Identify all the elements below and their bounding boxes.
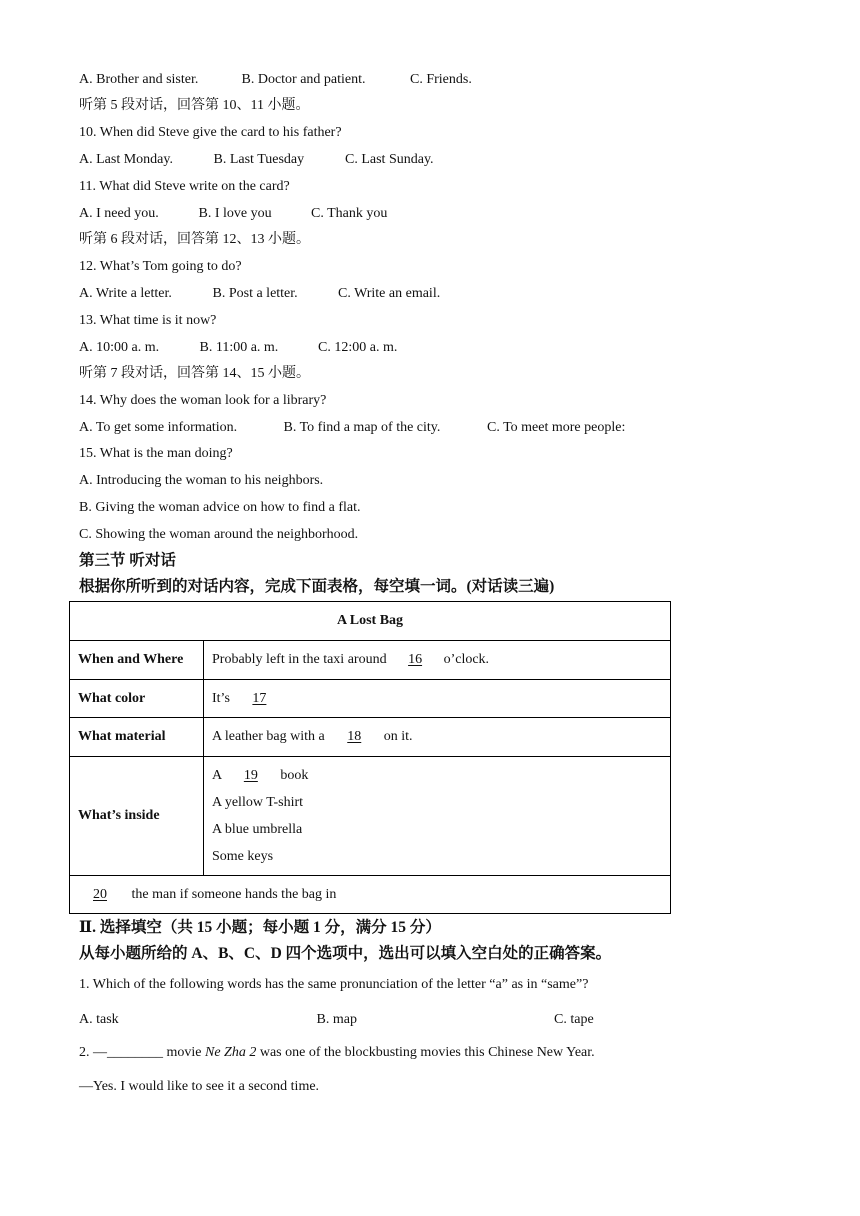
practice-q1-option-a: A. task — [79, 1012, 119, 1027]
part-2-title: Ⅱ. 选择填空（共 15 小题；每小题 1 分，满分 15 分） — [79, 919, 441, 936]
q9-option-c: C. Friends. — [410, 72, 472, 87]
practice-q1-options — [79, 1011, 594, 1029]
inside-item-1-prefix: A — [212, 768, 222, 783]
when-where-text: Probably left in the taxi around — [212, 652, 387, 667]
practice-question-1: 1. Which of the following words has the same pronunciation of the letter “a” as in “same”? — [79, 977, 589, 992]
table-row — [70, 680, 671, 718]
blank-18: 18 — [347, 729, 362, 744]
q15-option-a: A. Introducing the woman to his neighbors. — [79, 473, 324, 488]
q9-option-a: A. Brother and sister. — [79, 72, 199, 87]
practice-q2-suffix: was one of the blockbusting movies this Chinese New Year. — [256, 1045, 595, 1060]
material-suffix: on it. — [383, 729, 413, 744]
table-title-row — [70, 602, 671, 641]
q13-option-c: C. 12:00 a. m. — [318, 340, 398, 355]
q13-option-b: B. 11:00 a. m. — [199, 340, 279, 355]
inside-item-2: A yellow T-shirt — [212, 795, 304, 810]
material-text: A leather bag with a — [212, 729, 325, 744]
q12-option-b: B. Post a letter. — [212, 286, 298, 301]
practice-q2-prefix: 2. —________ movie — [79, 1045, 205, 1060]
section-3-title: 第三节 听对话 — [79, 552, 176, 569]
question-13: 13. What time is it now? — [79, 313, 217, 328]
q10-option-b: B. Last Tuesday — [213, 152, 305, 167]
q12-option-a: A. Write a letter. — [79, 286, 172, 301]
question-11: 11. What did Steve write on the card? — [79, 179, 290, 194]
q9-option-b: B. Doctor and patient. — [241, 72, 366, 87]
q15-option-b: B. Giving the woman advice on how to find a flat. — [79, 500, 361, 515]
table-row — [70, 718, 671, 757]
section-3-instruction: 根据你所听到的对话内容，完成下面表格，每空填一词。(对话读三遍) — [79, 578, 555, 595]
question-10: 10. When did Steve give the card to his father? — [79, 125, 342, 140]
q11-option-b: B. I love you — [198, 206, 272, 221]
inside-item-3: A blue umbrella — [212, 822, 303, 837]
lost-bag-table — [69, 601, 671, 914]
practice-q1-option-b: B. map — [316, 1012, 357, 1027]
inside-label: What’s inside — [70, 757, 204, 876]
inside-item-1-suffix: book — [280, 768, 309, 783]
dialog-7-instruction: 听第 7 段对话，回答第 14、15 小题。 — [79, 366, 310, 381]
material-cell — [204, 718, 671, 757]
q9-options — [79, 71, 472, 89]
q10-option-a: A. Last Monday. — [79, 152, 173, 167]
q12-options — [79, 285, 440, 303]
when-where-suffix: o’clock. — [443, 652, 490, 667]
q13-option-a: A. 10:00 a. m. — [79, 340, 160, 355]
table-row — [70, 757, 671, 876]
q10-option-c: C. Last Sunday. — [345, 152, 434, 167]
question-14: 14. Why does the woman look for a library? — [79, 393, 327, 408]
inside-item-1 — [212, 762, 662, 789]
practice-q1-option-c: C. tape — [554, 1012, 594, 1027]
question-12: 12. What’s Tom going to do? — [79, 259, 242, 274]
color-text: It’s — [212, 690, 230, 706]
dialog-5-instruction: 听第 5 段对话，回答第 10、11 小题。 — [79, 98, 310, 113]
table-footer-row — [70, 876, 671, 914]
when-where-cell — [204, 641, 671, 680]
footer-cell — [70, 876, 671, 914]
dialog-6-instruction: 听第 6 段对话，回答第 12、13 小题。 — [79, 232, 310, 247]
material-label: What material — [70, 718, 204, 757]
footer-text: the man if someone hands the bag in — [131, 886, 337, 902]
question-15: 15. What is the man doing? — [79, 446, 233, 461]
color-label: What color — [70, 680, 204, 718]
practice-question-2 — [79, 1044, 595, 1062]
q14-option-b: B. To find a map of the city. — [283, 420, 441, 435]
part-2-instruction: 从每小题所给的 A、B、C、D 四个选项中，选出可以填入空白处的正确答案。 — [79, 945, 612, 962]
inside-item-4: Some keys — [212, 849, 274, 864]
q14-option-c: C. To meet more people: — [487, 420, 626, 435]
blank-19: 19 — [243, 768, 258, 783]
blank-17: 17 — [252, 690, 267, 706]
q11-option-a: A. I need you. — [79, 206, 159, 221]
q11-option-c: C. Thank you — [311, 206, 388, 221]
inside-cell — [204, 757, 671, 876]
color-cell — [204, 680, 671, 718]
q11-options — [79, 205, 387, 223]
q10-options — [79, 151, 434, 169]
q12-option-c: C. Write an email. — [338, 286, 441, 301]
table-row — [70, 641, 671, 680]
blank-20: 20 — [93, 886, 107, 902]
practice-q2-reply: —Yes. I would like to see it a second time. — [79, 1079, 320, 1094]
q15-option-c: C. Showing the woman around the neighborhood. — [79, 527, 359, 542]
blank-16: 16 — [408, 652, 423, 667]
when-where-label: When and Where — [70, 641, 204, 680]
movie-title: Ne Zha 2 — [205, 1045, 257, 1060]
q14-option-a: A. To get some information. — [79, 420, 238, 435]
q14-options — [79, 419, 625, 437]
q13-options — [79, 339, 397, 357]
table-title: A Lost Bag — [70, 602, 671, 641]
